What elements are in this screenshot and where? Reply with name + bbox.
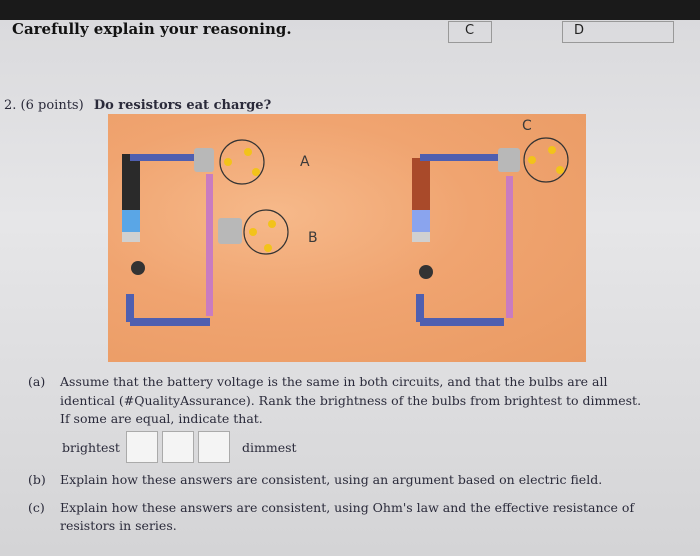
part-a-line-2: identical (#QualityAssurance). Rank the brightness of the bulbs from brightest to dimmest. xyxy=(60,393,642,408)
wire-right-one xyxy=(206,174,213,316)
switch-two xyxy=(419,265,433,279)
question-points: (6 points) xyxy=(20,98,84,113)
bulb-b-label: B xyxy=(308,230,318,246)
part-c-line-1: Explain how these answers are consistent, using Ohm's law and the effective resistance of xyxy=(60,500,635,515)
bulb-b-bead-3 xyxy=(264,244,272,252)
switch-one xyxy=(131,261,145,275)
bulb-b-bead xyxy=(249,228,257,236)
circuit-figure xyxy=(108,114,586,362)
part-a-line-1: Assume that the battery voltage is the same in both circuits, and that the bulbs are all xyxy=(60,374,608,389)
part-c-marker: (c) xyxy=(28,500,45,515)
instruction-text: Carefully explain your reasoning. xyxy=(12,20,292,38)
bulb-c-bead xyxy=(528,156,536,164)
bulb-b-bead-2 xyxy=(268,220,276,228)
question-number: 2. xyxy=(4,98,17,113)
question-heading xyxy=(4,98,271,113)
part-b-marker: (b) xyxy=(28,472,46,487)
wire-right-two xyxy=(506,176,513,318)
bulb-socket-c xyxy=(498,148,520,172)
battery-one-cap xyxy=(122,232,140,242)
rank-brightest-label: brightest xyxy=(62,440,120,455)
rank-box-2[interactable] xyxy=(162,431,194,463)
bulb-c-label: C xyxy=(522,118,532,134)
column-d-label: D xyxy=(574,23,585,38)
question-title: Do resistors eat charge? xyxy=(93,98,272,113)
circuit-drawing xyxy=(108,114,586,362)
bulb-a-bead xyxy=(224,158,232,166)
battery-two-blue xyxy=(412,210,430,232)
bulb-a-bead-3 xyxy=(252,168,260,176)
bulb-a-label: A xyxy=(300,154,310,170)
circuit-one xyxy=(122,140,288,326)
wire-top-one xyxy=(130,154,202,161)
column-c-label: C xyxy=(465,23,475,38)
wire-left-one xyxy=(126,294,134,322)
wire-bottom-two xyxy=(420,318,504,326)
rank-box-1[interactable] xyxy=(126,431,158,463)
wire-top-two xyxy=(420,154,498,161)
rank-dimmest-label: dimmest xyxy=(242,440,297,455)
bulb-a-bead-2 xyxy=(244,148,252,156)
part-a-marker: (a) xyxy=(28,374,46,389)
wire-bottom-one xyxy=(130,318,210,326)
brightness-ranking xyxy=(62,431,462,465)
battery-two-cap xyxy=(412,232,430,242)
top-dark-bar xyxy=(0,0,700,20)
bulb-c-bead-3 xyxy=(556,166,564,174)
part-a-line-3: If some are equal, indicate that. xyxy=(60,411,263,426)
rank-box-3[interactable] xyxy=(198,431,230,463)
part-b-text: Explain how these answers are consistent, using an argument based on electric field. xyxy=(60,472,603,487)
bulb-c-bead-2 xyxy=(548,146,556,154)
wire-left-two xyxy=(416,294,424,322)
bulb-socket-b xyxy=(218,218,242,244)
bulb-socket-a xyxy=(194,148,214,172)
battery-one-blue xyxy=(122,210,140,232)
part-c-line-2: resistors in series. xyxy=(60,518,177,533)
circuit-two xyxy=(412,138,568,326)
